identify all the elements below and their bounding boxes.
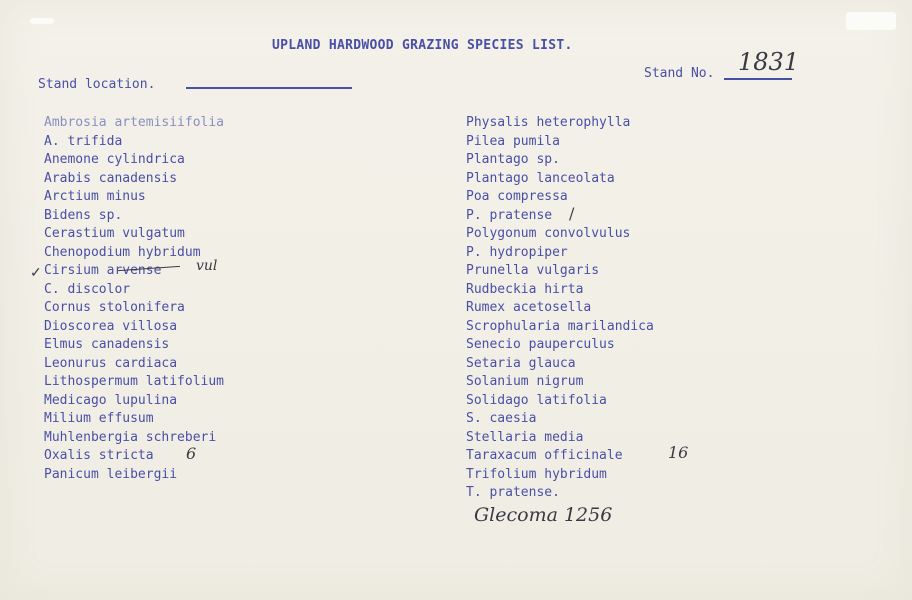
species-item: Plantago sp. bbox=[466, 152, 560, 167]
species-item: Ambrosia artemisiifolia bbox=[44, 115, 225, 130]
stand-location-label: Stand location. bbox=[38, 77, 156, 92]
taraxacum-handwritten-note: 16 bbox=[668, 443, 689, 462]
bottom-handwritten-note: Glecoma 1256 bbox=[474, 504, 613, 526]
species-item: Scrophularia marilandica bbox=[466, 318, 654, 334]
species-item: Rudbeckia hirta bbox=[466, 281, 584, 297]
species-item: Polygonum convolvulus bbox=[466, 226, 631, 241]
species-item: Prunella vulgaris bbox=[466, 263, 600, 278]
oxalis-handwritten-note: 6 bbox=[186, 444, 197, 463]
species-item: Medicago lupulina bbox=[44, 392, 178, 408]
species-item: Trifolium hybridum bbox=[466, 466, 607, 482]
cirsium-handwritten-note: vul bbox=[196, 258, 218, 274]
species-item: Chenopodium hybridum bbox=[44, 244, 201, 260]
species-item: Oxalis stricta bbox=[44, 448, 154, 463]
stand-number-value: 1831 bbox=[738, 48, 800, 76]
species-item: Physalis heterophylla bbox=[466, 115, 631, 130]
species-item: Senecio pauperculus bbox=[466, 337, 615, 352]
species-item: Leonurus cardiaca bbox=[44, 355, 178, 371]
species-item: Cornus stolonifera bbox=[44, 300, 185, 315]
species-item: S. caesia bbox=[466, 411, 537, 426]
species-item: Pilea pumila bbox=[466, 133, 560, 149]
species-item: Milium effusum bbox=[44, 411, 154, 426]
species-item: Dioscorea villosa bbox=[44, 318, 178, 334]
species-item: Arabis canadensis bbox=[44, 170, 178, 186]
species-item: Stellaria media bbox=[466, 429, 584, 445]
species-item: Bidens sp. bbox=[44, 207, 123, 223]
check-mark-icon: ✓ bbox=[30, 265, 42, 281]
torn-corner-top-right bbox=[846, 12, 896, 30]
species-item: Anemone cylindrica bbox=[44, 152, 185, 167]
species-list-left bbox=[44, 114, 224, 484]
stand-location-blank bbox=[186, 87, 352, 89]
species-item: Solanium nigrum bbox=[466, 374, 584, 389]
stand-number-label: Stand No. bbox=[644, 66, 715, 81]
species-item: Taraxacum officinale bbox=[466, 448, 623, 463]
stand-number-blank bbox=[724, 78, 792, 80]
species-item: Plantago lanceolata bbox=[466, 170, 615, 186]
species-item: P. hydropiper bbox=[466, 244, 568, 260]
species-item: Panicum leibergii bbox=[44, 466, 178, 482]
species-item: Setaria glauca bbox=[466, 355, 576, 371]
document-title: UPLAND HARDWOOD GRAZING SPECIES LIST. bbox=[272, 38, 573, 53]
species-item: Arctium minus bbox=[44, 189, 146, 204]
species-item: Muhlenbergia schreberi bbox=[44, 429, 217, 445]
species-item: Lithospermum latifolium bbox=[44, 374, 225, 389]
torn-corner-top-left bbox=[30, 18, 54, 24]
species-item: C. discolor bbox=[44, 281, 131, 297]
species-item: P. pratense bbox=[466, 207, 553, 223]
species-item: Rumex acetosella bbox=[466, 300, 592, 315]
species-item: Cirsium arvense bbox=[44, 263, 162, 278]
species-item: T. pratense. bbox=[466, 485, 560, 500]
species-list-right bbox=[466, 114, 654, 503]
poa-handwritten-mark: / bbox=[569, 204, 575, 223]
species-item: Cerastium vulgatum bbox=[44, 226, 185, 241]
species-item: Elmus canadensis bbox=[44, 337, 170, 352]
species-item: Poa compressa bbox=[466, 189, 568, 204]
species-item: Solidago latifolia bbox=[466, 392, 607, 408]
species-item: A. trifida bbox=[44, 133, 123, 149]
